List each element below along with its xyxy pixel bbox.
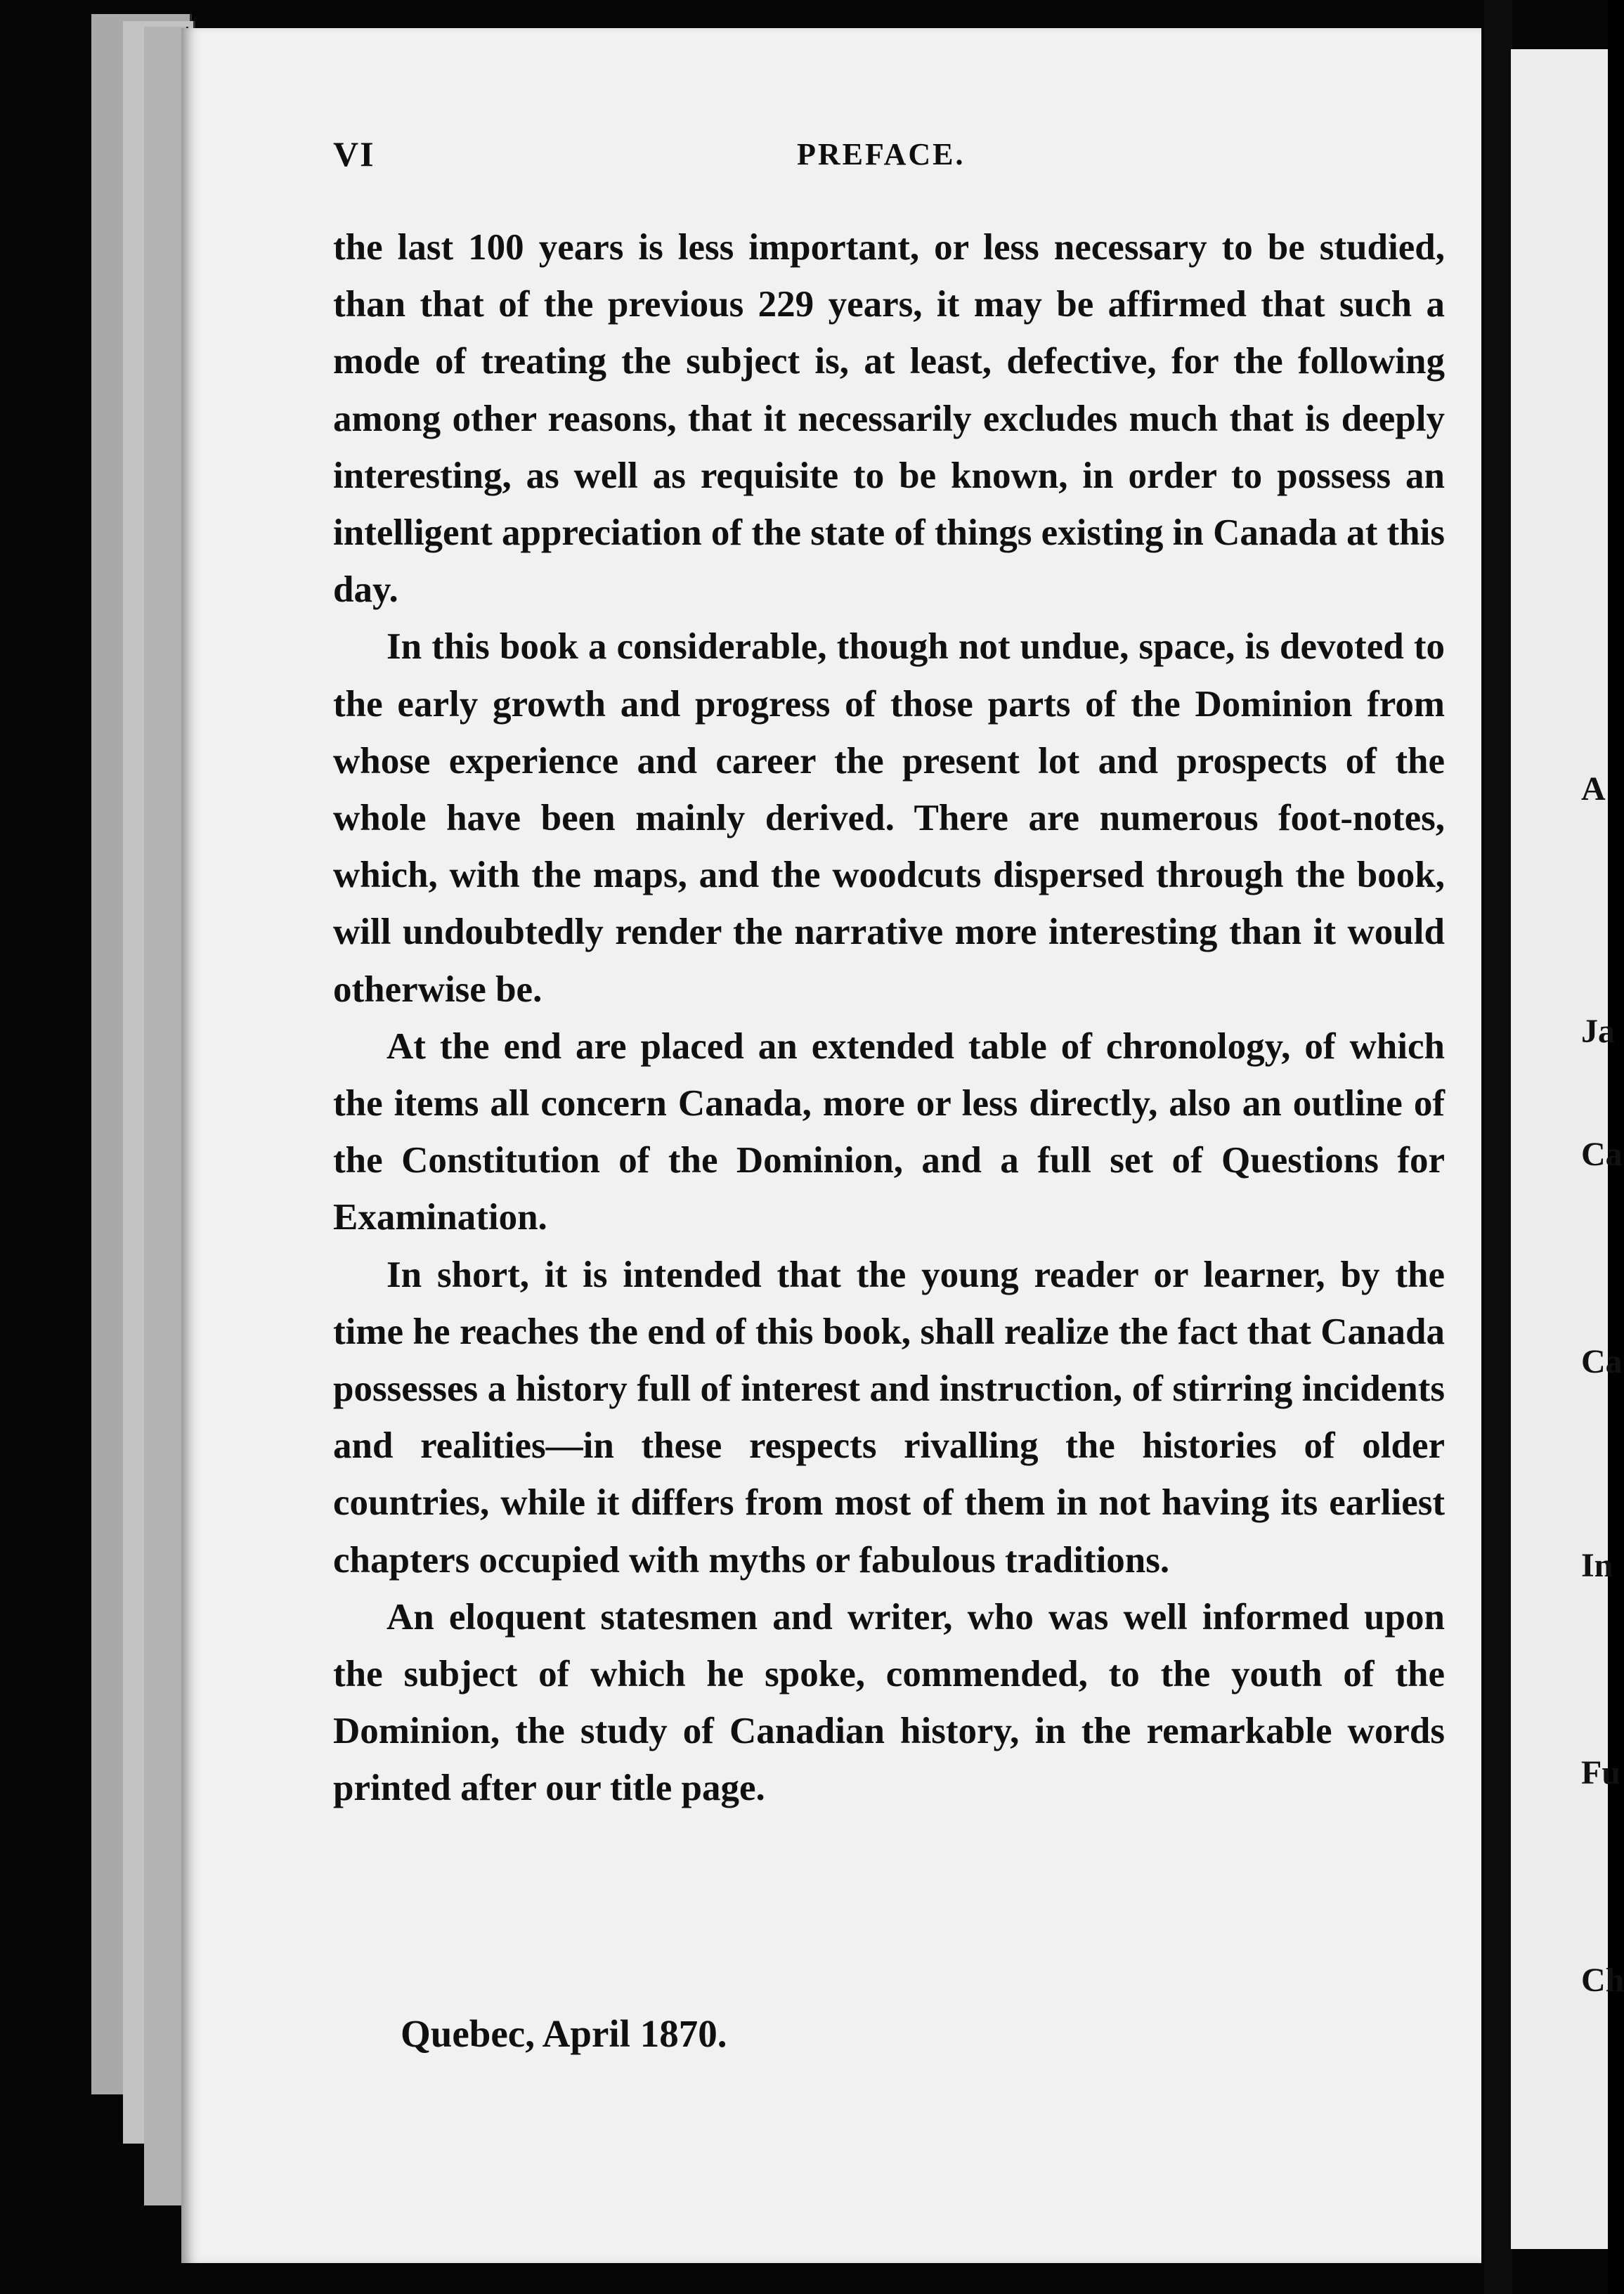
running-header (333, 134, 1443, 183)
paragraph: At the end are placed an extended table of chronology, of which the items all concern Canada, more or less directly, also an outline of the Constitution of the Dominion, and a full set of Questions for Examination. (333, 1025, 1445, 1238)
body-text (333, 219, 1445, 1817)
adjacent-page-fragment: Ca (1581, 1136, 1623, 1173)
paragraph: the last 100 years is less important, or less necessary to be studied, than that of the previous 229 years, it may be affirmed that such a mode of treating the subject is, at least, defective, for the following among other reasons, that it necessarily excludes much that is deeply interesting, as well as requisite to be known, in order to possess an intelligent appreciation of the state of things existing in Canada at this day. (333, 227, 1445, 611)
adjacent-page-fragment: Ch (1581, 1962, 1624, 1999)
running-title: PREFACE. (797, 137, 966, 171)
adjacent-page-fragment: Ja (1581, 1013, 1615, 1050)
paragraph: In this book a considerable, though not undue, space, is devoted to the early growth and progress of those parts of the Dominion from whose experience and career the present lot and prospects of the whole have been mainly derived. There are numerous foot-notes, which, with the maps, and the woodcuts dispersed through the book, will undoubtedly render the narrative more interesting than it would otherwise be. (333, 626, 1445, 1010)
page-number: VI (333, 134, 375, 174)
paragraph: In short, it is intended that the young reader or learner, by the time he reaches the end of this book, shall realize the fact that Canada possesses a history full of interest and instruction, of stirring incidents and realities—in these respects rivalling the histories of older countries, while it differs from most of them in not having its earliest chapters occupied with myths or fabulous traditions. (333, 1254, 1445, 1581)
binding-gutter (1484, 0, 1512, 2294)
adjacent-page-fragment: Fu (1581, 1754, 1621, 1791)
adjacent-page-fragment: A (1581, 770, 1606, 808)
paragraph: An eloquent statesmen and writer, who was well informed upon the subject of which he spoke, commended, to the youth of the Dominion, the study of Canadian history, in the remarkable words printed after our title page. (333, 1596, 1445, 1809)
dateline: Quebec, April 1870. (401, 2012, 727, 2055)
adjacent-page-fragment: Ca (1581, 1343, 1623, 1380)
adjacent-page-fragment: In (1581, 1547, 1613, 1584)
